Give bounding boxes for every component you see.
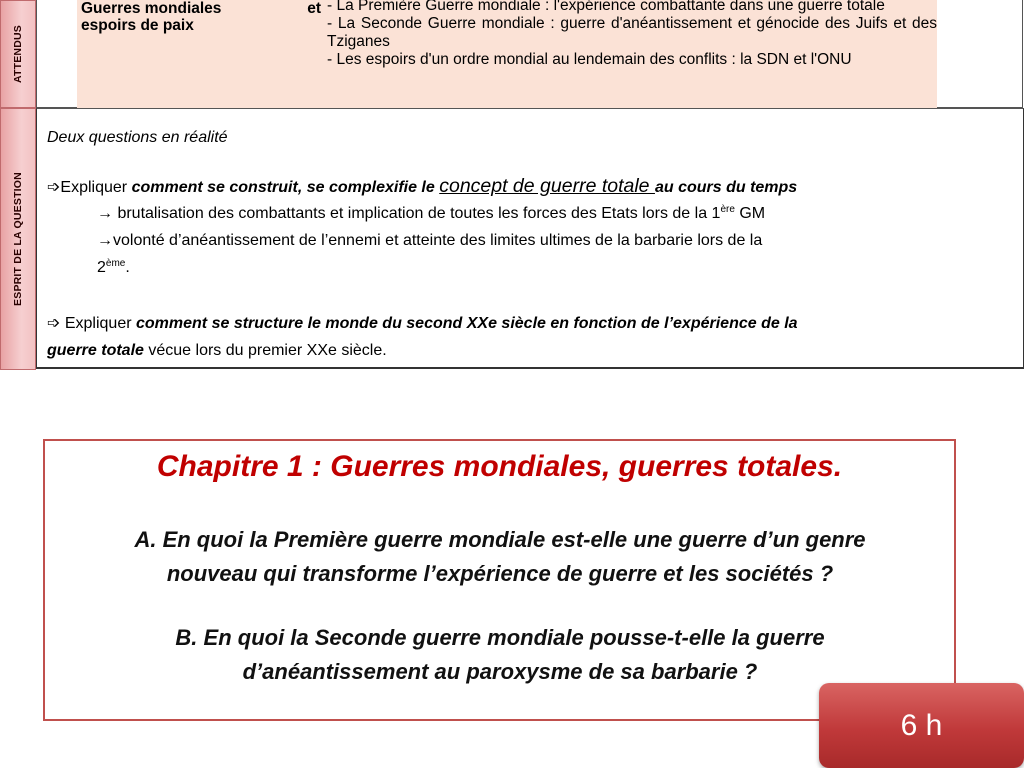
attendus-box bbox=[36, 0, 1023, 108]
question-point-2-cont: guerre totale vécue lors du premier XXe siècle. bbox=[47, 342, 387, 359]
theme-points bbox=[327, 0, 937, 69]
theme-point: - La Première Guerre mondiale : l'expérience combattante dans une guerre totale bbox=[327, 0, 885, 14]
question-point-2: ➩ Expliquer comment se structure le monde du second XXe siècle en fonction de l’expérience de la bbox=[47, 315, 798, 332]
chapter-question-a: A. En quoi la Première guerre mondiale est-elle une guerre d’un genre nouveau qui transforme l’expérience de guerre et les sociétés ? bbox=[134, 527, 866, 586]
attendus-label-text: ATTENDUS bbox=[12, 25, 24, 83]
chapter-box bbox=[43, 439, 956, 721]
theme-title-part1: Guerres mondiales bbox=[81, 0, 222, 17]
duration-badge bbox=[819, 683, 1024, 768]
chapter-title: Chapitre 1 : Guerres mondiales, guerres totales. bbox=[156, 450, 843, 483]
question-bullet-2: →volonté d’anéantissement de l’ennemi et atteinte des limites ultimes de la barbarie lors de la 2ème. bbox=[97, 232, 763, 276]
theme-point: - La Seconde Guerre mondiale : guerre d'anéantissement et génocide des Juifs et des Tziganes bbox=[327, 15, 937, 50]
question-bullet-1: → brutalisation des combattants et implication de toutes les forces des Etats lors de la 1ère GM bbox=[97, 204, 766, 222]
chapter-question-b: B. En quoi la Seconde guerre mondiale pousse-t-elle la guerre d’anéantissement au paroxysme de sa barbarie ? bbox=[175, 625, 825, 684]
attendus-table-cell bbox=[77, 0, 937, 108]
question-intro: Deux questions en réalité bbox=[47, 129, 228, 146]
question-point-1: ➩Expliquer comment se construit, se complexifie le concept de guerre totale au cours du temps bbox=[47, 175, 798, 197]
duration-text: 6 h bbox=[900, 708, 943, 742]
hollow-arrow-icon: ➩ bbox=[47, 315, 61, 332]
theme-title-line2: espoirs de paix bbox=[81, 17, 194, 34]
right-arrow-icon: → bbox=[97, 232, 113, 249]
attendus-side-label bbox=[0, 0, 36, 108]
concept-highlight: concept de guerre totale bbox=[439, 175, 655, 197]
theme-point: - Les espoirs d'un ordre mondial au lendemain des conflits : la SDN et l'ONU bbox=[327, 51, 852, 68]
theme-title-part2: et bbox=[307, 0, 321, 17]
question-box bbox=[36, 108, 1024, 369]
theme-title bbox=[81, 0, 321, 34]
hollow-arrow-icon: ➩ bbox=[47, 179, 61, 196]
esprit-label-text: ESPRIT DE LA QUESTION bbox=[12, 172, 24, 306]
esprit-side-label bbox=[0, 108, 36, 370]
right-arrow-icon: → bbox=[97, 205, 113, 222]
